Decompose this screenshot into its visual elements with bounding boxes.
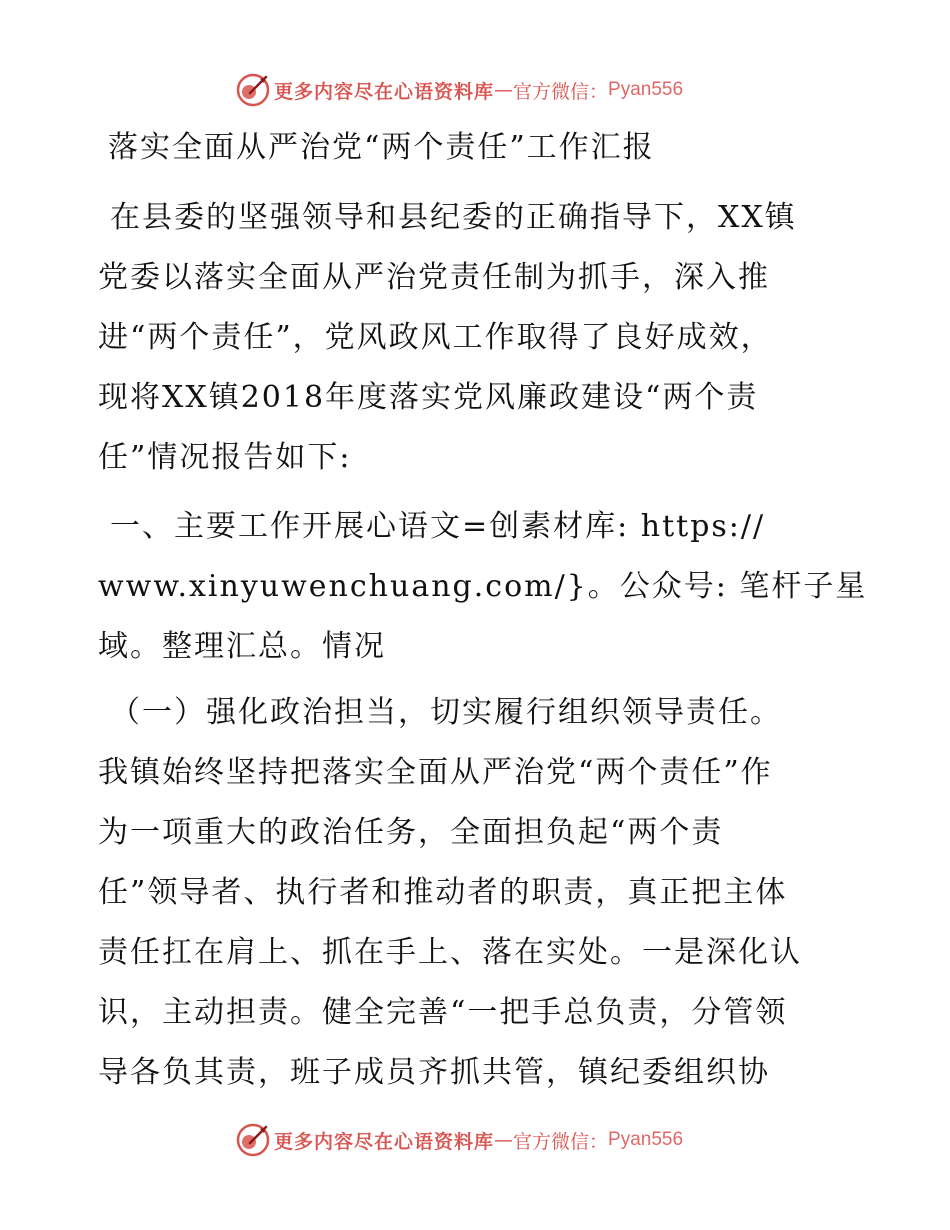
paragraph-intro xyxy=(98,188,858,488)
paragraph-line: 在县委的坚强领导和县纪委的正确指导下，XX镇 xyxy=(110,200,797,235)
header-banner xyxy=(236,72,756,108)
banner-wechat-label: 官方微信： xyxy=(513,1130,609,1153)
paragraph-line: 导各负其责，班子成员齐抓共管，镇纪委组织协 xyxy=(98,1055,770,1090)
paragraph-political-responsibility xyxy=(98,683,858,1103)
paragraph-line: 一、主要工作开展心语文=创素材库: https:// xyxy=(110,509,766,544)
paragraph-line: 现将XX镇2018年度落实党风廉政建设“两个责 xyxy=(98,380,759,415)
banner-separator: — xyxy=(494,79,514,101)
footer-banner xyxy=(236,1122,756,1158)
paragraph-line: 任”情况报告如下: xyxy=(98,440,352,475)
quill-circle-icon xyxy=(236,1123,270,1157)
paragraph-line: 我镇始终坚持把落实全面从严治党“两个责任”作 xyxy=(98,755,773,790)
banner-wechat-id: Pyan556 xyxy=(608,79,684,100)
paragraph-line: 任”领导者、执行者和推动者的职责，真正把主体 xyxy=(98,875,788,910)
paragraph-line: （一）强化政治担当，切实履行组织领导责任。 xyxy=(110,695,782,730)
banner-separator: — xyxy=(494,1129,514,1151)
paragraph-line: 域。整理汇总。情况 xyxy=(98,629,386,664)
paragraph-line: www.xinyuwenchuang.com/}。公众号: 笔杆子星 xyxy=(98,569,868,604)
banner-main-text: 更多内容尽在心语资料库 xyxy=(274,80,495,103)
paragraph-line: 党委以落实全面从严治党责任制为抓手，深入推 xyxy=(98,260,770,295)
banner-wechat-id: Pyan556 xyxy=(608,1129,684,1150)
paragraph-line: 识，主动担责。健全完善“一把手总负责，分管领 xyxy=(98,995,788,1030)
paragraph-line: 进“两个责任”，党风政风工作取得了良好成效， xyxy=(98,320,773,355)
banner-main-text: 更多内容尽在心语资料库 xyxy=(274,1130,495,1153)
paragraph-line: 责任扛在肩上、抓在手上、落在实处。一是深化认 xyxy=(98,935,802,970)
document-title: 落实全面从严治党“两个责任”工作汇报 xyxy=(108,130,655,165)
paragraph-line: 为一项重大的政治任务，全面担负起“两个责 xyxy=(98,815,724,850)
quill-circle-icon xyxy=(236,73,270,107)
section-heading-main-work xyxy=(98,497,868,677)
banner-wechat-label: 官方微信： xyxy=(513,80,609,103)
